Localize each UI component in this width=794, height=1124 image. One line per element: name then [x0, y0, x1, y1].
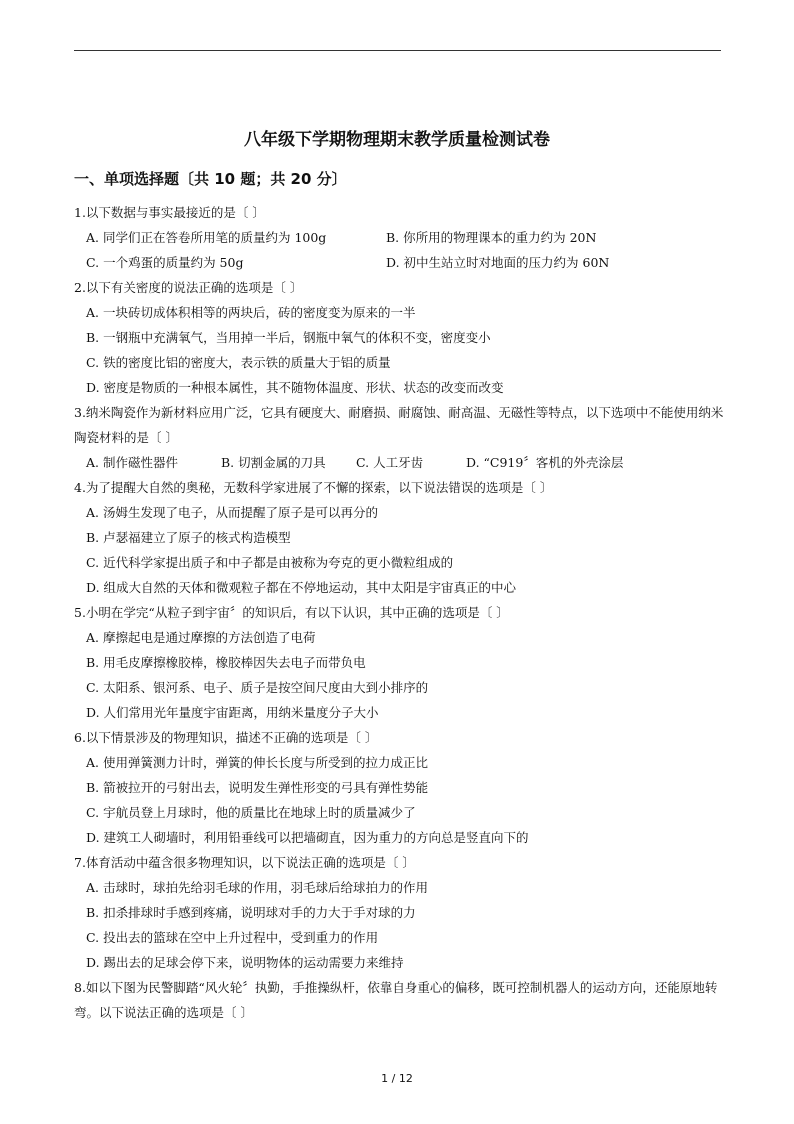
question-3: [74, 400, 724, 475]
question-stem: 2.以下有关密度的说法正确的选项是〔 〕: [74, 280, 303, 295]
option-b: B. 你所用的物理课本的重力约为 20N: [386, 230, 597, 245]
option-c: C. 人工牙齿: [356, 455, 424, 470]
section-heading: 一、单项选择题〔共 10 题；共 20 分〕: [74, 170, 347, 188]
question-8: [74, 975, 724, 1025]
option-d: D. 初中生站立时对地面的压力约为 60N: [386, 255, 610, 270]
option-d: D. 人们常用光年量度宇宙距离，用纳米量度分子大小: [86, 705, 379, 720]
question-stem: 5.小明在学完“从粒子到宇宙〞的知识后，有以下认识，其中正确的选项是〔 〕: [74, 605, 509, 620]
question-list: [74, 200, 724, 1025]
option-d: D. 建筑工人砌墙时，利用铅垂线可以把墙砌直，因为重力的方向总是竖直向下的: [86, 830, 529, 845]
question-7: [74, 850, 724, 975]
page-title: 八年级下学期物理期末教学质量检测试卷: [244, 130, 550, 150]
option-d: D. “C919〞客机的外壳涂层: [466, 455, 624, 470]
option-a: A. 同学们正在答卷所用笔的质量约为 100g: [86, 230, 327, 245]
option-b: B. 箭被拉开的弓射出去，说明发生弹性形变的弓具有弹性势能: [86, 780, 429, 795]
option-c: C. 宇航员登上月球时，他的质量比在地球上时的质量减少了: [86, 805, 416, 820]
question-5: [74, 600, 724, 725]
option-d: D. 踢出去的足球会停下来，说明物体的运动需要力来维持: [86, 955, 404, 970]
option-b: B. 卢瑟福建立了原子的核式构造模型: [86, 530, 291, 545]
option-c: C. 太阳系、银河系、电子、质子是按空间尺度由大到小排序的: [86, 680, 429, 695]
question-6: [74, 725, 724, 850]
option-a: A. 击球时，球拍先给羽毛球的作用，羽毛球后给球拍力的作用: [86, 880, 428, 895]
option-c: C. 铁的密度比铝的密度大，表示铁的质量大于铝的质量: [86, 355, 391, 370]
question-stem: 4.为了提醒大自然的奥秘，无数科学家进展了不懈的探索，以下说法错误的选项是〔 〕: [74, 480, 553, 495]
option-d: D. 密度是物质的一种根本属性，其不随物体温度、形状、状态的改变而改变: [86, 380, 504, 395]
option-row: [74, 450, 724, 475]
question-2: [74, 275, 724, 400]
option-a: A. 汤姆生发现了电子，从而提醒了原子是可以再分的: [86, 505, 378, 520]
option-row: [74, 225, 724, 250]
option-d: D. 组成大自然的天体和微观粒子都在不停地运动，其中太阳是宇宙真正的中心: [86, 580, 517, 595]
question-stem: 6.以下情景涉及的物理知识，描述不正确的选项是〔 〕: [74, 730, 378, 745]
option-b: B. 一钢瓶中充满氧气，当用掉一半后，钢瓶中氧气的体积不变，密度变小: [86, 330, 491, 345]
option-c: C. 一个鸡蛋的质量约为 50g: [86, 255, 244, 270]
option-a: A. 一块砖切成体积相等的两块后，砖的密度变为原来的一半: [86, 305, 416, 320]
option-b: B. 扣杀排球时手感到疼痛，说明球对手的力大于手对球的力: [86, 905, 416, 920]
option-a: A. 制作磁性器件: [86, 455, 178, 470]
question-1: [74, 200, 724, 275]
header-rule: [74, 50, 721, 51]
option-a: A. 摩擦起电是通过摩擦的方法创造了电荷: [86, 630, 316, 645]
option-c: C. 投出去的篮球在空中上升过程中，受到重力的作用: [86, 930, 379, 945]
option-c: C. 近代科学家提出质子和中子都是由被称为夸克的更小微粒组成的: [86, 555, 454, 570]
option-a: A. 使用弹簧测力计时，弹簧的伸长长度与所受到的拉力成正比: [86, 755, 428, 770]
option-b: B. 用毛皮摩擦橡胶棒，橡胶棒因失去电子而带负电: [86, 655, 366, 670]
question-stem: 1.以下数据与事实最接近的是〔 〕: [74, 205, 265, 220]
question-4: [74, 475, 724, 600]
question-stem: 7.体育活动中蕴含很多物理知识，以下说法正确的选项是〔 〕: [74, 855, 415, 870]
option-b: B. 切割金属的刀具: [221, 455, 326, 470]
page-number: 1 / 12: [381, 1072, 413, 1085]
question-stem: 3.纳米陶瓷作为新材料应用广泛，它具有硬度大、耐磨损、耐腐蚀、耐高温、无磁性等特点，以下选项中不能使用纳米陶瓷材料的是〔 〕: [74, 405, 724, 445]
question-stem: 8.如以下图为民警脚踏“风火轮〞执勤，手推操纵杆，依靠自身重心的偏移，既可控制机器人的运动方向，还能原地转弯。以下说法正确的选项是〔 〕: [74, 980, 718, 1020]
option-row: [74, 250, 724, 275]
